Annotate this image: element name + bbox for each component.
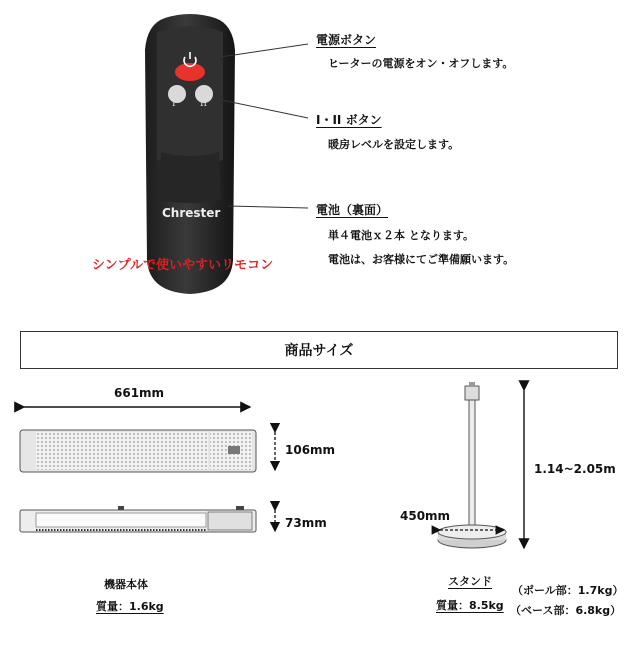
heater-name: 機器本体	[104, 578, 148, 591]
stand-name: スタンド	[448, 575, 492, 588]
heater-width: 661mm	[114, 386, 165, 400]
callout-level-desc: 暖房レベルを設定します。	[328, 138, 460, 151]
heater-height: 106mm	[285, 443, 336, 457]
button-one-label: I	[172, 99, 176, 109]
heater-weight: 質量：1.6kg	[96, 600, 164, 613]
callout-power-desc: ヒーターの電源をオン・オフします。	[328, 57, 514, 70]
button-two-label: II	[200, 99, 208, 109]
stand-pole-weight: （ポール部：1.7kg）	[512, 584, 624, 597]
heater-drawing	[0, 380, 320, 560]
stand-height: 1.14~2.05m	[534, 462, 616, 476]
remote-brand: Chrester	[162, 206, 221, 220]
callout-power-title: 電源ボタン	[316, 33, 377, 47]
callout-battery-title: 電池（裏面）	[316, 203, 389, 217]
stand-base: 450mm	[400, 509, 451, 523]
callout-battery-desc-1: 単４電池ｘ２本 となります。	[328, 229, 474, 242]
heater-depth: 73mm	[285, 516, 327, 530]
callout-lines	[0, 0, 640, 320]
remote-caption: シンプルで使いやすいリモコン	[92, 258, 274, 273]
stand-base-weight: （ベース部：6.8kg）	[510, 604, 622, 617]
callout-level-title: I・II ボタン	[316, 113, 382, 127]
stand-weight: 質量：8.5kg	[436, 599, 504, 612]
section-title-box	[20, 331, 618, 369]
section-title: 商品サイズ	[284, 343, 354, 359]
callout-battery-desc-2: 電池は、お客様にてご準備願います。	[328, 253, 515, 266]
